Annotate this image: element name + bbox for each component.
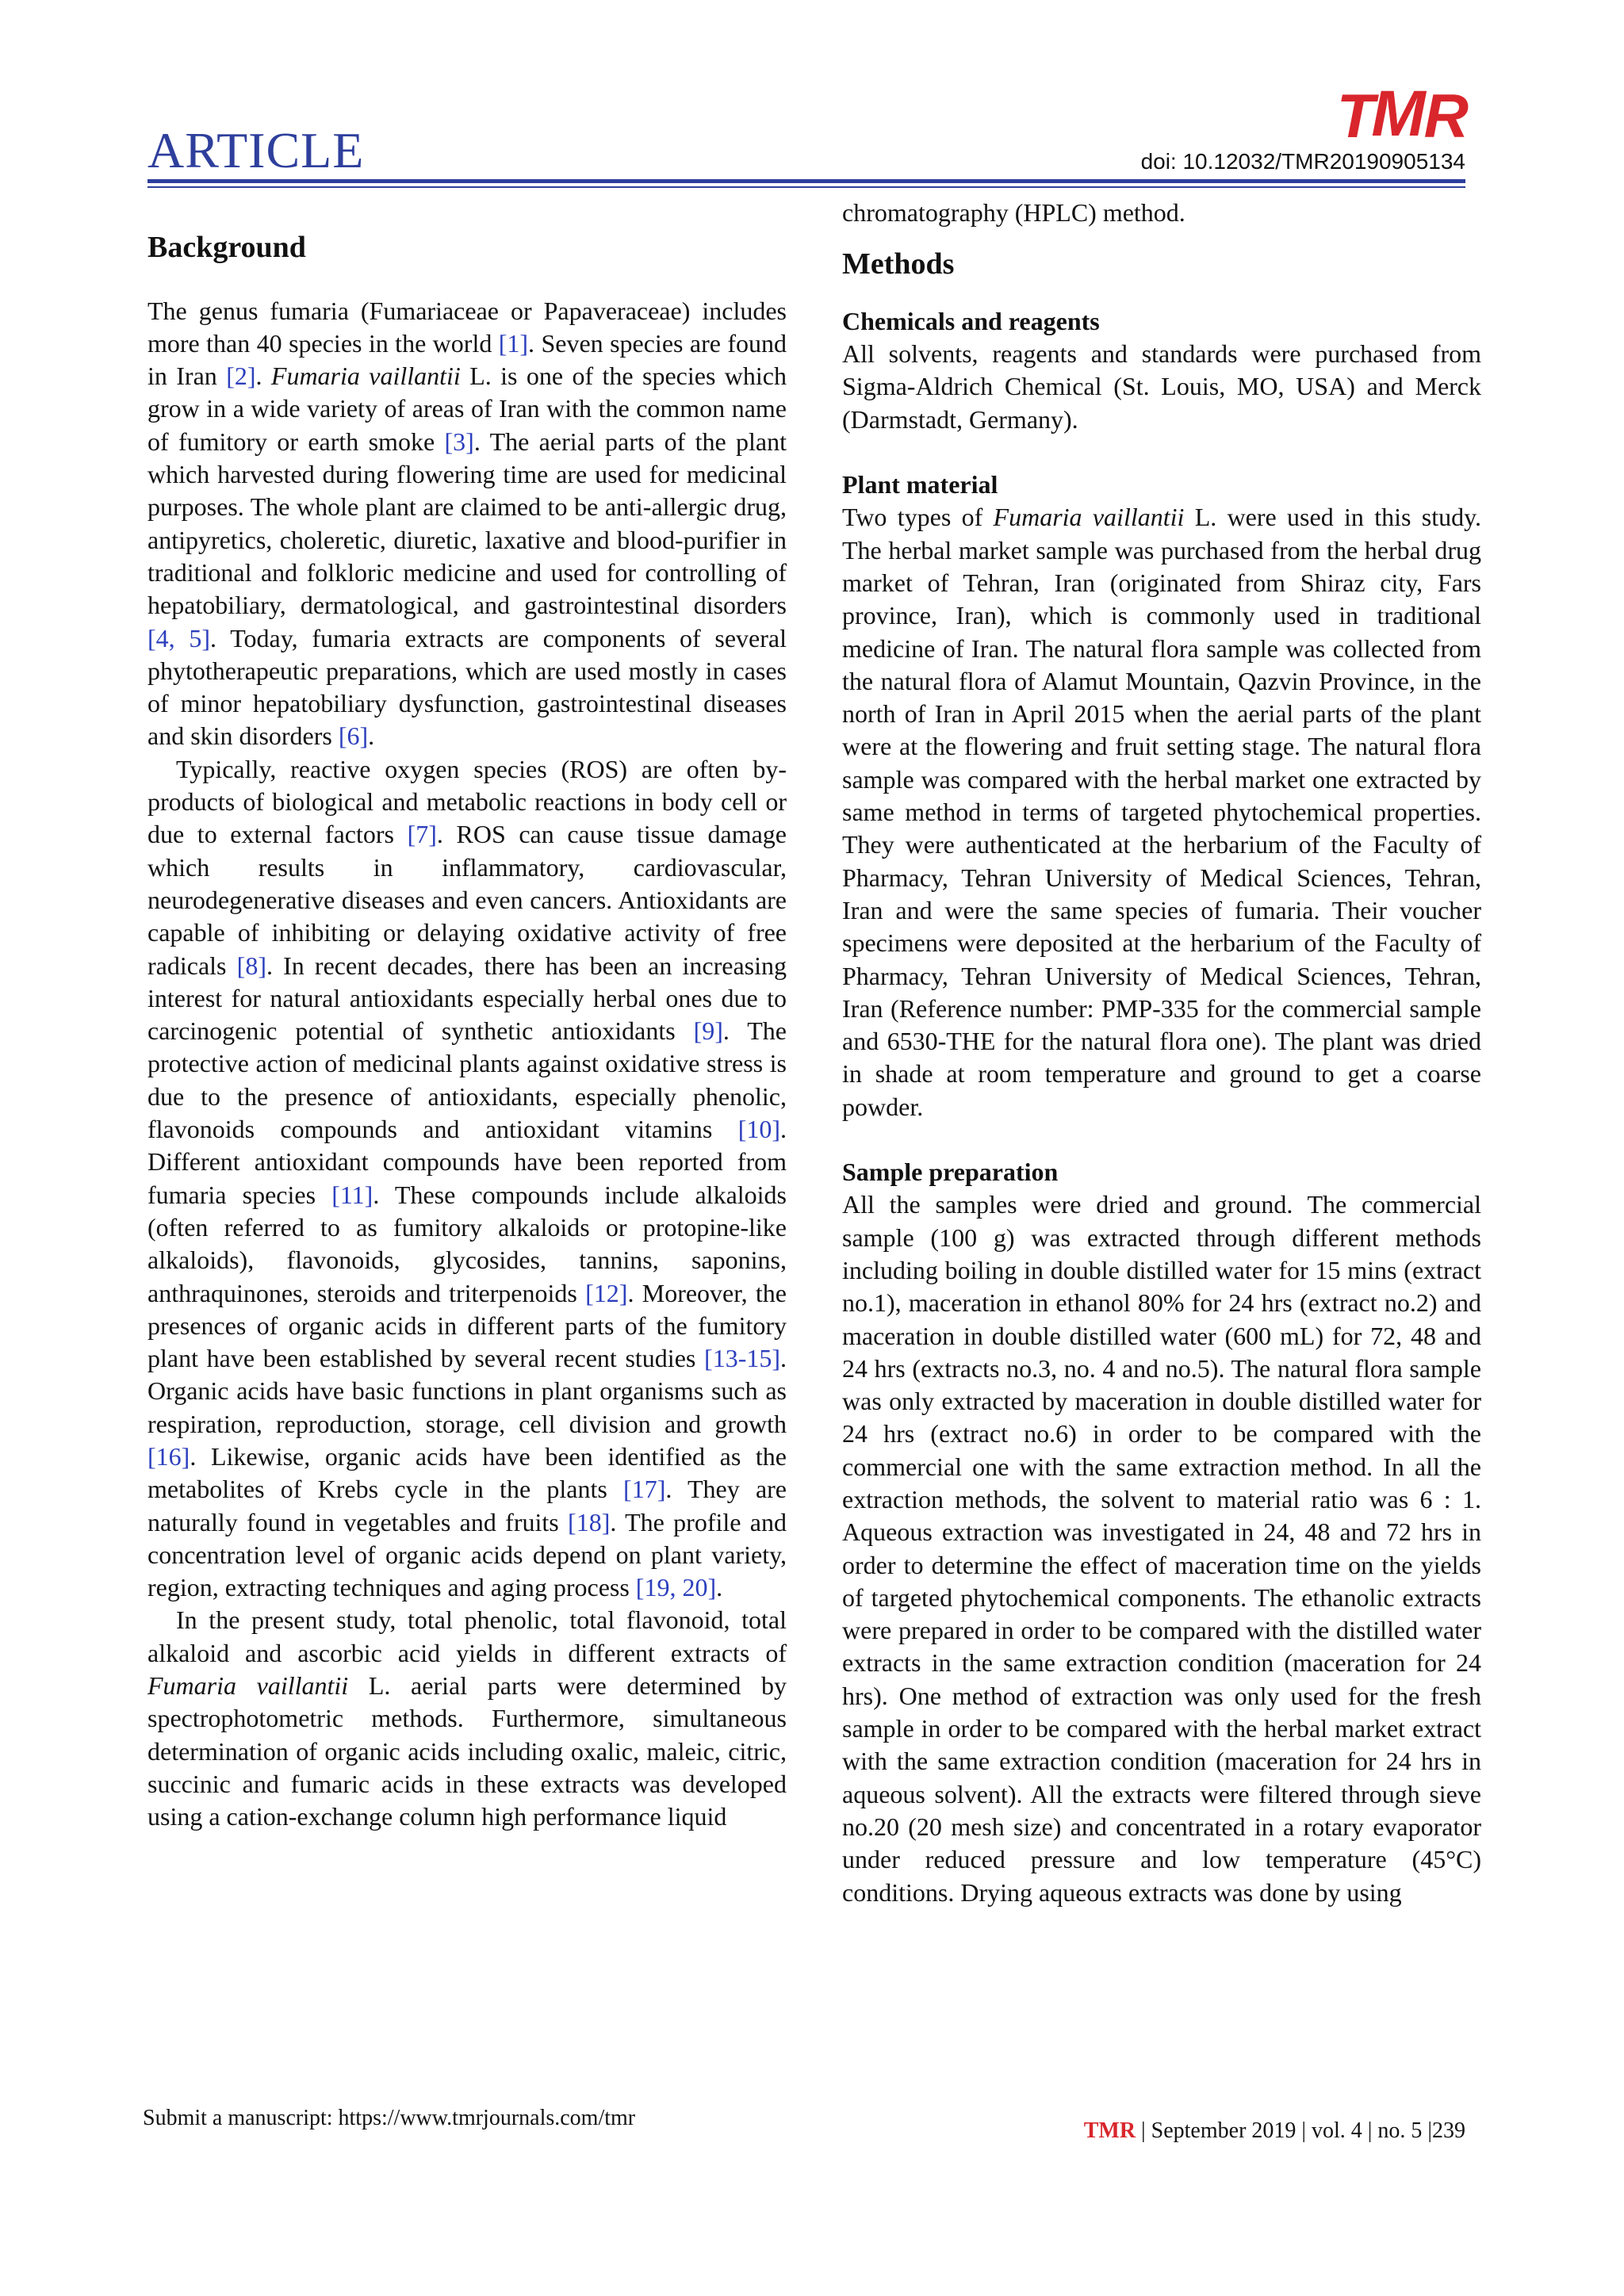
- citation-link[interactable]: [18]: [568, 1507, 611, 1536]
- chemicals-paragraph: All solvents, reagents and standards were purchased from Sigma-Aldrich Chemical (St. Louis, MO, USA) and Merck (Darmstadt, Germany).: [842, 339, 1481, 434]
- text-run: . ROS can cause tissue damage which results in inflammatory, cardiovascular, neurodegenerative diseases and even cancers. Antioxidants are capable of inhibiting or delaying oxidative activity of free radicals: [147, 820, 787, 980]
- citation-link[interactable]: [9]: [693, 1016, 723, 1046]
- citation-link[interactable]: [11]: [331, 1180, 373, 1209]
- footer-journal-name: TMR: [1083, 2118, 1136, 2143]
- chemicals-heading: Chemicals and reagents: [842, 306, 1100, 335]
- article-label: ARTICLE: [147, 122, 365, 178]
- logo-letter-m: M: [1371, 78, 1423, 150]
- footer-issue-info: | September 2019 | vol. 4 | no. 5 |239: [1136, 2118, 1465, 2143]
- citation-link[interactable]: [8]: [236, 951, 266, 980]
- header-rule-thick: [147, 179, 1465, 183]
- text-run: . The aerial parts of the plant which harvested during flowering time are used for medicinal purposes. The whole plant are claimed to be anti-allergic drug, antipyretics, choleretic, diuretic, laxative and blood-purifier in traditional and folkloric medicine and used for controlling of hepatobiliary, dermatological, and gastrointestinal disorders: [147, 427, 787, 620]
- header-rule-thin: [147, 186, 1465, 188]
- citation-link[interactable]: [13-15]: [704, 1344, 780, 1373]
- text-run: .: [255, 362, 271, 391]
- text-run: . In recent decades, there has been an increasing interest for natural antioxidants especially herbal ones due to carcinogenic potential of synthetic antioxidants: [147, 951, 787, 1046]
- text-run: . Likewise, organic acids have been identified as the metabolites of Krebs cycle in the plants: [147, 1441, 787, 1504]
- page-header: [147, 111, 1465, 182]
- text-run: . The protective action of medicinal plants against oxidative stress is due to the presence of antioxidants, especially phenolic, flavonoids compounds and antioxidant vitamins: [147, 1016, 787, 1144]
- species-name: Fumaria vaillantii: [147, 1671, 349, 1701]
- text-run: Typically, reactive oxygen species (ROS) are often by-products of biological and metabolic reactions in body cell or due to external factors: [147, 754, 787, 849]
- citation-link[interactable]: [3]: [444, 427, 474, 456]
- text-run: .: [716, 1573, 723, 1602]
- text-run: . Moreover, the presences of organic acids in different parts of the fumitory plant have been established by several recent studies: [147, 1278, 787, 1373]
- continuation-text: chromatography (HPLC) method.: [842, 198, 1185, 227]
- citation-link[interactable]: [19, 20]: [635, 1573, 717, 1602]
- citation-link[interactable]: [1]: [498, 328, 529, 358]
- logo-letter-r: R: [1423, 81, 1465, 151]
- citation-link[interactable]: [2]: [226, 362, 256, 391]
- text-run: . Today, fumaria extracts are components of several phytotherapeutic preparations, which are used mostly in cases of minor hepatobiliary dysfunction, gastrointestinal diseases and skin disorders: [147, 623, 787, 751]
- citation-link[interactable]: [16]: [147, 1441, 190, 1471]
- text-run: . Organic acids have basic functions in plant organisms such as respiration, reproduction, storage, cell division and growth: [147, 1344, 787, 1438]
- background-paragraph-2: [147, 753, 787, 1605]
- doi-text: doi: 10.12032/TMR20190905134: [1140, 149, 1465, 174]
- journal-footer: [1084, 2120, 1465, 2142]
- text-run: . They are naturally found in vegetables and fruits: [147, 1475, 787, 1536]
- background-paragraph-3: [147, 1604, 787, 1833]
- plant-material-heading: Plant material: [842, 470, 998, 499]
- text-run: L. were used in this study. The herbal market sample was purchased from the herbal drug market of Tehran, Iran (originated from Shiraz city, Fars province, Iran), which is commonly used in traditional medicine of Iran. The natural flora sample was collected from the natural flora of Alamut Mountain, Qazvin Province, in the north of Iran in April 2015 when the aerial parts of the plant were at the flowering and fruit setting stage. The natural flora sample was compared with the herbal market one extracted by same method in terms of targeted phytochemical properties. They were authenticated at the herbarium of the Faculty of Pharmacy, Tehran University of Medical Sciences, Tehran, Iran and were the same species of fumaria. Their voucher specimens were deposited at the herbarium of the Faculty of Pharmacy, Tehran University of Medical Sciences, Tehran, Iran (Reference number: PMP-335 for the commercial sample and 6530-THE for the natural flora one). The plant was dried in shade at room temperature and ground to get a coarse powder.: [842, 503, 1482, 1121]
- text-run: L. is one of the species which grow in a wide variety of areas of Iran with the common name of fumitory or earth smoke: [147, 362, 787, 456]
- citation-link[interactable]: [4, 5]: [147, 623, 211, 652]
- background-heading: Background: [147, 231, 306, 264]
- species-name: Fumaria vaillantii: [993, 503, 1185, 532]
- text-run: Two types of: [842, 503, 994, 532]
- right-column: [842, 197, 1481, 1909]
- citation-link[interactable]: [17]: [623, 1475, 666, 1504]
- text-run: . Different antioxidant compounds have been reported from fumaria species: [147, 1115, 787, 1209]
- citation-link[interactable]: [7]: [407, 820, 437, 849]
- logo-letter-t: T: [1336, 81, 1372, 151]
- methods-heading: Methods: [842, 247, 955, 281]
- citation-link[interactable]: [12]: [585, 1278, 628, 1307]
- text-run: In the present study, total phenolic, total flavonoid, total alkaloid and ascorbic acid yields in different extracts of: [147, 1605, 787, 1667]
- background-paragraph-1: [147, 295, 787, 753]
- submit-manuscript-footer: Submit a manuscript: https://www.tmrjournals.com/tmr: [143, 2106, 636, 2130]
- sample-preparation-heading: Sample preparation: [842, 1158, 1059, 1187]
- species-name: Fumaria vaillantii: [270, 362, 461, 391]
- text-run: The genus fumaria (Fumariaceae or Papaveraceae) includes more than 40 species in the world: [147, 296, 787, 358]
- text-run: . These compounds include alkaloids (often referred to as fumitory alkaloids or protopine-like alkaloids), flavonoids, glycosides, tannins, saponins, anthraquinones, steroids and triterpenoids: [147, 1180, 787, 1307]
- text-run: L. aerial parts were determined by spectrophotometric methods. Furthermore, simultaneous determination of organic acids including oxalic, maleic, citric, succinic and fumaric acids in these extracts was developed using a cation-exchange column high performance liquid: [147, 1671, 787, 1831]
- text-run: .: [368, 721, 375, 751]
- text-run: . The profile and concentration level of organic acids depend on plant variety, region, extracting techniques and aging process: [147, 1507, 787, 1602]
- left-column: [147, 197, 787, 1834]
- citation-link[interactable]: [10]: [737, 1115, 780, 1144]
- citation-link[interactable]: [6]: [338, 721, 369, 751]
- plant-material-paragraph: [842, 501, 1481, 1123]
- sample-preparation-paragraph: All the samples were dried and ground. The commercial sample (100 g) was extracted through different methods including boiling in double distilled water for 15 mins (extract no.1), maceration in ethanol 80% for 24 hrs (extract no.2) and maceration in double distilled water (600 mL) for 72, 48 and 24 hrs (extracts no.3, no. 4 and no.5). The natural flora sample was only extracted by maceration in double distilled water for 24 hrs (extract no.6) in order to be compared with the commercial one with the same extraction method. In all the extraction methods, the solvent to material ratio was 6 : 1. Aqueous extraction was investigated in 24, 48 and 72 hrs in order to determine the effect of maceration time on the yields of targeted phytochemical components. The ethanolic extracts were prepared in order to be compared with the distilled water extracts in the same extraction condition (maceration for 24 hrs). One method of extraction was only used for the fresh sample in order to be compared with the herbal market extract with the same extraction condition (maceration for 24 hrs in aqueous solvent). All the extracts were filtered through sieve no.20 (20 mesh size) and concentrated in a rotary evaporator under reduced pressure and low temperature (45°C) conditions. Drying aqueous extracts was done by using: [842, 1190, 1481, 1907]
- text-run: . Seven species are found in Iran: [147, 328, 787, 391]
